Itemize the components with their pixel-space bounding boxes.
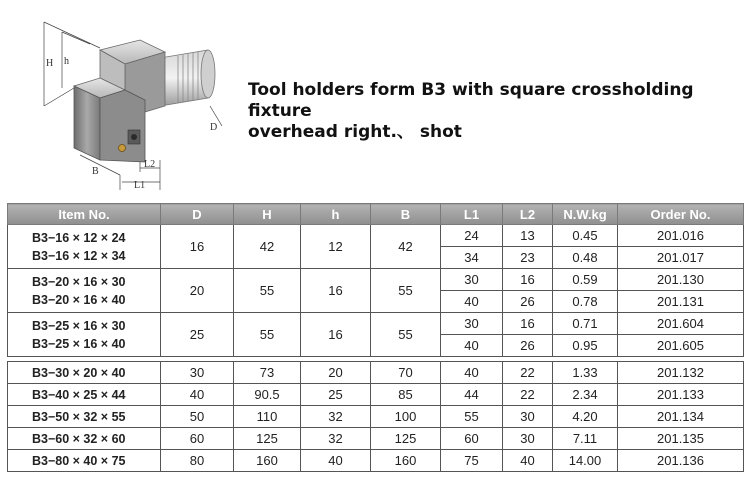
cell-b: 85 [371,384,441,406]
cell-nw: 0.71 [553,313,618,335]
item-no: B3−40 × 25 × 44 [32,387,126,402]
cell-l1: 75 [441,450,503,472]
item-no-cell [8,269,161,313]
shank [160,50,215,106]
cell-order-no: 201.130 [618,269,744,291]
cell-h: 25 [301,384,371,406]
dim-label-D: D [210,122,218,133]
cell-order-no: 201.605 [618,335,744,357]
table-row [8,225,744,247]
cell-l1: 30 [441,269,503,291]
table-row [8,362,744,384]
cell-order-no: 201.135 [618,428,744,450]
header-order-no: Order No. [618,204,744,225]
cell-order-no: 201.132 [618,362,744,384]
cell-nw: 0.95 [553,335,618,357]
cell-h: 12 [301,225,371,269]
cell-l1: 60 [441,428,503,450]
cell-l2: 16 [503,269,553,291]
header-l1: L1 [441,204,503,225]
dim-label-h: h [64,56,69,67]
item-no-cell [8,384,161,406]
cell-l2: 30 [503,406,553,428]
cell-l1: 40 [441,335,503,357]
cell-order-no: 201.016 [618,225,744,247]
cell-l1: 44 [441,384,503,406]
cell-l1: 40 [441,362,503,384]
cell-h: 32 [301,428,371,450]
cell-h: 16 [301,313,371,357]
cell-h: 16 [301,269,371,313]
item-no-cell [8,406,161,428]
table-row [8,384,744,406]
cell-H: 73 [234,362,301,384]
cell-H: 110 [234,406,301,428]
cell-H: 90.5 [234,384,301,406]
header-l2: L2 [503,204,553,225]
item-no: B3−20 × 16 × 30 [32,274,126,289]
cell-b: 100 [371,406,441,428]
cell-l2: 40 [503,450,553,472]
cell-nw: 7.11 [553,428,618,450]
item-no-cell [8,225,161,269]
cell-d: 50 [161,406,234,428]
cell-order-no: 201.017 [618,247,744,269]
table-row [8,313,744,335]
item-no-cell [8,362,161,384]
header-d: D [161,204,234,225]
cell-d: 80 [161,450,234,472]
table-row [8,428,744,450]
item-no: B3−80 × 40 × 75 [32,453,126,468]
cell-b: 160 [371,450,441,472]
cell-l2: 22 [503,384,553,406]
cell-d: 30 [161,362,234,384]
item-no-cell [8,450,161,472]
cell-l1: 55 [441,406,503,428]
item-no: B3−50 × 32 × 55 [32,409,126,424]
cell-nw: 1.33 [553,362,618,384]
cell-H: 160 [234,450,301,472]
cell-order-no: 201.134 [618,406,744,428]
dim-label-L1: L1 [134,180,146,191]
cell-d: 25 [161,313,234,357]
holder-body [74,40,165,162]
cell-order-no: 201.604 [618,313,744,335]
table-body [8,225,744,472]
cell-l1: 34 [441,247,503,269]
tool-holder-illustration [30,10,240,195]
cell-b: 70 [371,362,441,384]
item-no-cell [8,428,161,450]
cell-l1: 30 [441,313,503,335]
page-title [248,80,738,143]
cell-nw: 0.59 [553,269,618,291]
cell-l2: 16 [503,313,553,335]
cell-d: 60 [161,428,234,450]
title-line-1: Tool holders form B3 with square crossholding fixture [248,80,694,121]
cell-l2: 23 [503,247,553,269]
cell-b: 55 [371,313,441,357]
cell-order-no: 201.131 [618,291,744,313]
cell-b: 55 [371,269,441,313]
header-nw-kg: N.W.kg [553,204,618,225]
cell-l2: 26 [503,335,553,357]
cell-l2: 22 [503,362,553,384]
dim-label-L2: L2 [144,159,156,170]
item-no: B3−30 × 20 × 40 [32,365,126,380]
cell-order-no: 201.136 [618,450,744,472]
item-no: B3−16 × 12 × 34 [32,248,126,263]
dim-label-B: B [92,166,99,177]
header-item-no: Item No. [8,204,161,225]
cell-h: 32 [301,406,371,428]
dim-label-H: H [46,58,54,69]
cell-h: 20 [301,362,371,384]
header-b: B [371,204,441,225]
cell-nw: 0.48 [553,247,618,269]
cell-b: 125 [371,428,441,450]
cell-nw: 2.34 [553,384,618,406]
item-no: B3−25 × 16 × 30 [32,318,126,333]
cell-d: 20 [161,269,234,313]
header-h: h [301,204,371,225]
cell-H: 42 [234,225,301,269]
title-line-2: overhead right.、 shot [248,122,462,142]
cell-l2: 26 [503,291,553,313]
cell-H: 55 [234,269,301,313]
cell-h: 40 [301,450,371,472]
item-no: B3−60 × 32 × 60 [32,431,126,446]
cell-l1: 24 [441,225,503,247]
cell-H: 55 [234,313,301,357]
item-no: B3−16 × 12 × 24 [32,230,126,245]
table-row [8,269,744,291]
header-H: H [234,204,301,225]
cell-nw: 0.78 [553,291,618,313]
cell-l1: 40 [441,291,503,313]
header-row [8,204,744,225]
cell-b: 42 [371,225,441,269]
spec-table [7,203,744,472]
cell-H: 125 [234,428,301,450]
cell-l2: 30 [503,428,553,450]
cell-order-no: 201.133 [618,384,744,406]
cell-nw: 0.45 [553,225,618,247]
cell-nw: 14.00 [553,450,618,472]
table-row [8,450,744,472]
cell-d: 16 [161,225,234,269]
cell-d: 40 [161,384,234,406]
cell-l2: 13 [503,225,553,247]
item-no-cell [8,313,161,357]
cell-nw: 4.20 [553,406,618,428]
item-no: B3−20 × 16 × 40 [32,292,126,307]
item-no: B3−25 × 16 × 40 [32,336,126,351]
table-row [8,406,744,428]
